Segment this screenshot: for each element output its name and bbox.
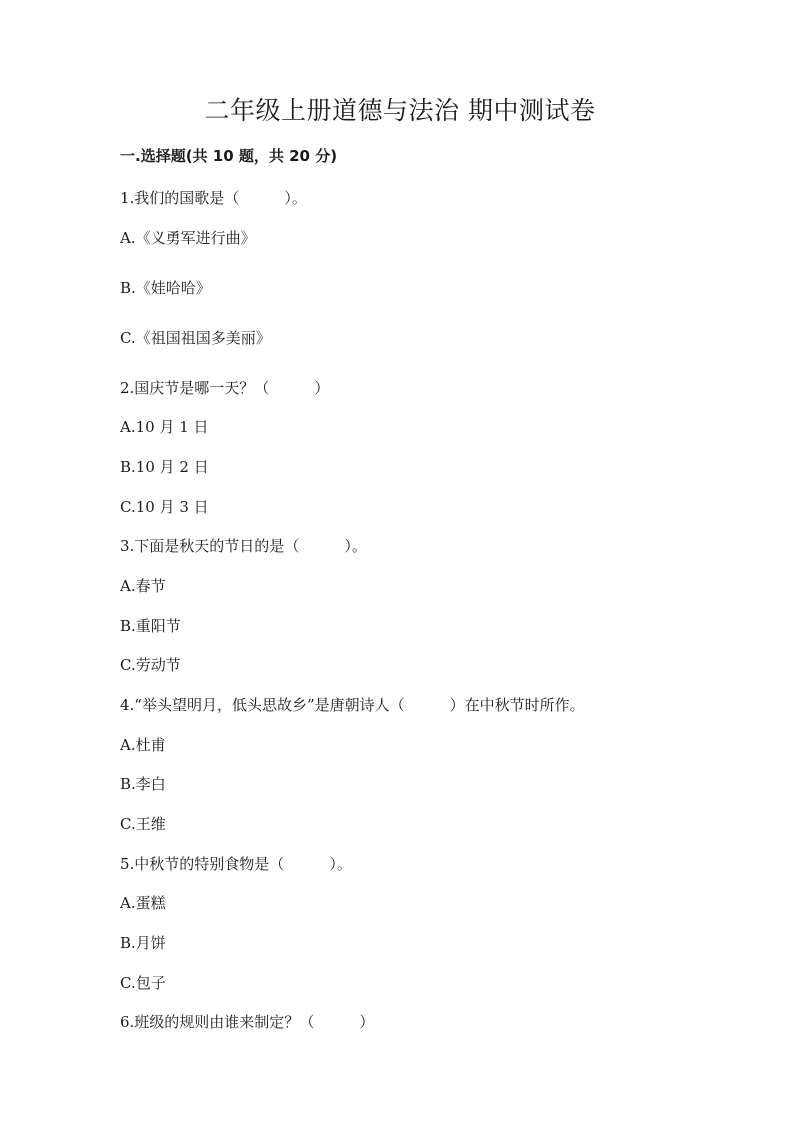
question-5-option-a: A.蛋糕 (120, 894, 166, 912)
question-1-stem: 1.我们的国歌是（ ）。 (120, 189, 307, 207)
question-3-stem: 3.下面是秋天的节日的是（ ）。 (120, 537, 367, 555)
question-2-option-a: A.10 月 1 日 (120, 418, 209, 436)
question-1-option-b: B.《娃哈哈》 (120, 279, 211, 297)
question-3-option-c: C.劳动节 (120, 656, 181, 674)
question-3-option-b: B.重阳节 (120, 617, 181, 635)
question-4-option-b: B.李白 (120, 775, 166, 793)
question-2-stem: 2.国庆节是哪一天？（ ） (120, 379, 330, 397)
question-2-option-c: C.10 月 3 日 (120, 498, 209, 516)
question-3-option-a: A.春节 (120, 577, 166, 595)
question-5-stem: 5.中秋节的特别食物是（ ）。 (120, 855, 352, 873)
question-6-stem: 6.班级的规则由谁来制定？（ ） (120, 1013, 375, 1031)
question-4-option-c: C.王维 (120, 815, 166, 833)
question-1-option-a: A.《义勇军进行曲》 (120, 229, 256, 247)
question-5-option-b: B.月饼 (120, 934, 166, 952)
question-1-option-c: C.《祖国祖国多美丽》 (120, 329, 271, 347)
question-5-option-c: C.包子 (120, 974, 166, 992)
exam-title: 二年级上册道德与法治 期中测试卷 (204, 96, 596, 125)
question-4-option-a: A.杜甫 (120, 736, 166, 754)
question-2-option-b: B.10 月 2 日 (120, 458, 209, 476)
section-heading: 一.选择题(共 10 题，共 20 分) (120, 147, 338, 165)
question-4-stem: 4.“举头望明月，低头思故乡”是唐朝诗人（ ）在中秋节时所作。 (120, 696, 585, 714)
